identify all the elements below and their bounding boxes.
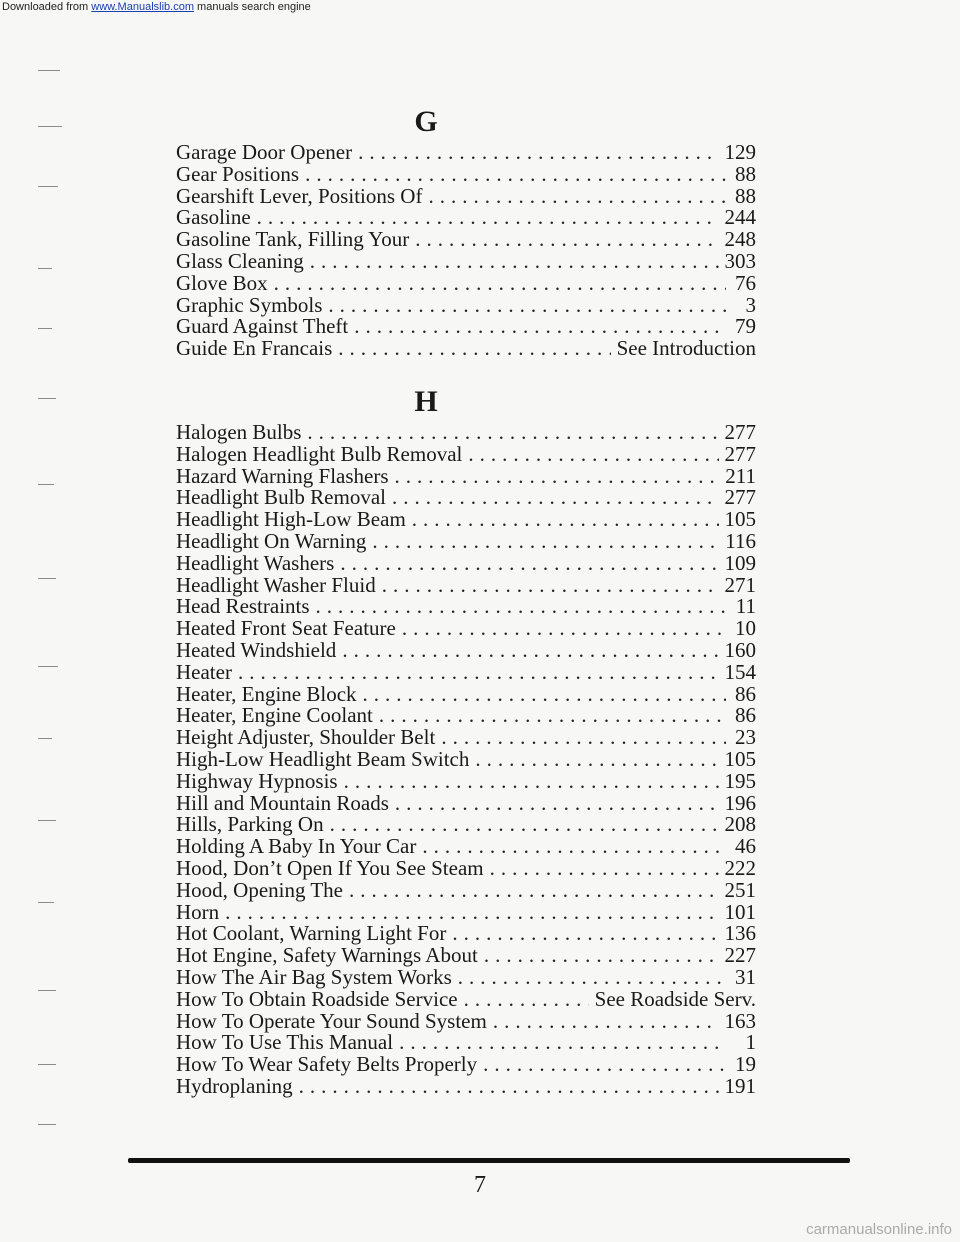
index-entry [176,248,756,273]
entry-term: Hydroplaning [176,1073,293,1098]
dot-leader [395,793,719,815]
margin-tick [38,328,52,329]
index-entry [176,161,756,186]
dot-leader [399,1032,726,1054]
entry-term: Holding A Baby In Your Car [176,834,417,859]
header-suffix: manuals search engine [193,1,311,13]
dot-leader [484,945,719,967]
dot-leader [468,444,718,466]
entry-term: Heated Windshield [176,637,337,662]
dot-leader [422,836,726,858]
entry-term: Gasoline [176,205,251,230]
margin-tick [38,820,56,821]
entry-term: Head Restraints [176,594,310,619]
entry-page: 227 [724,943,756,968]
entry-page: 88 [735,161,756,186]
margin-tick [38,186,58,187]
margin-tick [38,738,52,739]
entry-term: Heater, Engine Block [176,681,357,706]
margin-tick [38,578,56,579]
entry-page: 46 [735,834,756,859]
entry-page: 109 [724,550,756,575]
dot-leader [338,338,610,360]
dot-leader [372,531,719,553]
entry-term: How To Operate Your Sound System [176,1008,487,1033]
entry-page: 88 [735,183,756,208]
entry-term: Headlight High-Low Beam [176,507,406,532]
dot-leader [493,1011,719,1033]
entry-page: 105 [724,507,756,532]
entry-term: Hot Engine, Safety Warnings About [176,943,478,968]
section-letter-h: H [414,385,438,418]
margin-tick [38,666,58,667]
entry-term: Glove Box [176,270,268,295]
entry-term: Heater, Engine Coolant [176,703,373,728]
index-entry [176,768,756,793]
entry-page: 10 [735,616,756,641]
index-entry [176,292,756,317]
index-entry [176,964,756,989]
entry-page: 208 [724,812,756,837]
margin-tick [38,268,52,269]
index-entry [176,727,756,749]
dot-leader [490,858,719,880]
entry-term: Gasoline Tank, Filling Your [176,227,410,252]
entry-page: 129 [724,140,756,164]
dot-leader [310,251,719,273]
entry-page: 76 [735,270,756,295]
index-entry [176,681,756,706]
index-entry [176,637,756,662]
entry-term: Hot Coolant, Warning Light For [176,921,447,946]
index-entry [176,207,756,229]
index-entry [176,463,756,488]
margin-tick [38,1064,56,1065]
entry-term: Graphic Symbols [176,292,323,317]
margin-tick [38,990,56,991]
index-entry [176,338,756,360]
dot-leader [464,989,589,1011]
entry-page: 244 [724,205,756,230]
entry-term: Headlight Washers [176,550,335,575]
entry-page: 248 [724,227,756,252]
index-entry [176,528,756,553]
entry-page: 86 [735,681,756,706]
entry-term: Heater [176,659,232,684]
index-entry [176,923,756,945]
footer-rule [128,1158,850,1163]
dot-leader [363,684,726,706]
entry-page: 195 [724,768,756,793]
index-entry [176,855,756,880]
entry-term: Headlight Bulb Removal [176,485,386,510]
entry-page: 196 [724,790,756,815]
entry-page: 160 [724,637,756,662]
entry-page: 277 [724,485,756,510]
index-entry [176,945,756,967]
entry-page: 277 [724,441,756,466]
entry-term: Glass Cleaning [176,248,304,273]
index-entry [176,814,756,836]
section-letter-g: G [414,105,438,138]
entry-page: See Roadside Serv. [594,986,756,1011]
margin-tick [38,398,56,399]
dot-leader [274,273,726,295]
entry-term: How To Obtain Roadside Service [176,986,458,1011]
entry-page: 23 [735,725,756,750]
index-entry [176,142,756,164]
entry-page: 277 [724,420,756,444]
index-entry [176,1008,756,1033]
index-entry [176,550,756,575]
dot-leader [458,967,726,989]
index-entry [176,316,756,338]
margin-tick [38,70,60,71]
entry-page: 11 [735,594,756,619]
dot-leader [257,207,719,229]
dot-leader [392,487,719,509]
index-entry [176,659,756,684]
dot-leader [340,553,718,575]
entry-term: Halogen Bulbs [176,420,302,444]
entry-page: 79 [735,314,756,339]
index-entry [176,572,756,597]
dot-leader [238,662,719,684]
dot-leader [344,771,719,793]
index-entry [176,986,756,1011]
header-prefix: Downloaded from [2,1,92,13]
index-entry [176,836,756,858]
entry-page: 303 [724,248,756,273]
entry-page: 136 [724,921,756,946]
manualslib-link[interactable]: www.Manualslib.com [91,1,194,13]
dot-leader [349,880,718,902]
entry-page: 19 [735,1052,756,1077]
index-entry [176,487,756,509]
entry-term: Heated Front Seat Feature [176,616,396,641]
entry-page: 191 [724,1073,756,1098]
index-entry [176,705,756,727]
dot-leader [305,164,726,186]
index-entry [176,1032,756,1054]
entry-page: 31 [735,964,756,989]
dot-leader [328,295,726,317]
entry-term: Guide En Francais [176,336,333,361]
index-entry [176,790,756,815]
entry-term: How The Air Bag System Works [176,964,452,989]
index-entry [176,229,756,251]
entry-page: 3 [745,292,756,317]
margin-tick [38,1124,56,1125]
entry-term: Guard Against Theft [176,314,349,339]
entry-term: How To Use This Manual [176,1030,394,1055]
page-number: 7 [474,1172,486,1198]
entry-page: 251 [724,877,756,902]
index-entry [176,746,756,771]
index-entry [176,270,756,295]
margin-tick [38,484,54,485]
index-entry [176,877,756,902]
entry-term: Halogen Headlight Bulb Removal [176,441,463,466]
index-entry [176,899,756,924]
entry-term: Hills, Parking On [176,812,324,837]
entry-term: High-Low Headlight Beam Switch [176,746,470,771]
entry-page: See Introduction [616,336,756,361]
entry-page: 116 [725,528,756,553]
dot-leader [412,509,719,531]
entry-page: 1 [745,1030,756,1055]
entry-page: 211 [725,463,756,488]
index-entry [176,596,756,618]
dot-leader [330,814,719,836]
dot-leader [452,923,718,945]
entry-term: Garage Door Opener [176,140,353,164]
dot-leader [382,575,719,597]
watermark: carmanualsonline.info [806,1221,952,1238]
entry-term: Hazard Warning Flashers [176,463,389,488]
entry-page: 163 [724,1008,756,1033]
entry-page: 154 [724,659,756,684]
margin-tick [38,126,62,127]
dot-leader [358,142,718,164]
margin-tick [38,902,54,903]
index-entry [176,183,756,208]
section-g-entries [176,142,756,360]
entry-page: 86 [735,703,756,728]
entry-page: 101 [724,899,756,924]
dot-leader [441,727,726,749]
dot-leader [354,316,726,338]
download-header [0,0,960,14]
entry-page: 271 [724,572,756,597]
dot-leader [402,618,726,640]
entry-term: Hood, Opening The [176,877,344,902]
dot-leader [415,229,718,251]
dot-leader [379,705,726,727]
dot-leader [299,1076,719,1098]
dot-leader [307,422,718,444]
dot-leader [316,596,726,618]
dot-leader [475,749,718,771]
dot-leader [395,466,720,488]
entry-term: Hood, Don’t Open If You See Steam [176,855,484,880]
index-entry [176,1054,756,1076]
index-entry [176,618,756,640]
index-entry [176,441,756,466]
entry-term: Horn [176,899,220,924]
index-entry [176,422,756,444]
entry-page: 222 [724,855,756,880]
entry-term: How To Wear Safety Belts Properly [176,1052,478,1077]
entry-page: 105 [724,746,756,771]
entry-term: Headlight Washer Fluid [176,572,376,597]
entry-term: Highway Hypnosis [176,768,338,793]
index-entry [176,509,756,531]
entry-term: Headlight On Warning [176,528,367,553]
entry-term: Gear Positions [176,161,300,186]
entry-term: Height Adjuster, Shoulder Belt [176,725,436,750]
dot-leader [225,902,718,924]
dot-leader [342,640,718,662]
section-h-entries [176,422,756,1098]
index-entry [176,1073,756,1098]
dot-leader [483,1054,726,1076]
entry-term: Hill and Mountain Roads [176,790,389,815]
entry-term: Gearshift Lever, Positions Of [176,183,423,208]
dot-leader [428,186,726,208]
